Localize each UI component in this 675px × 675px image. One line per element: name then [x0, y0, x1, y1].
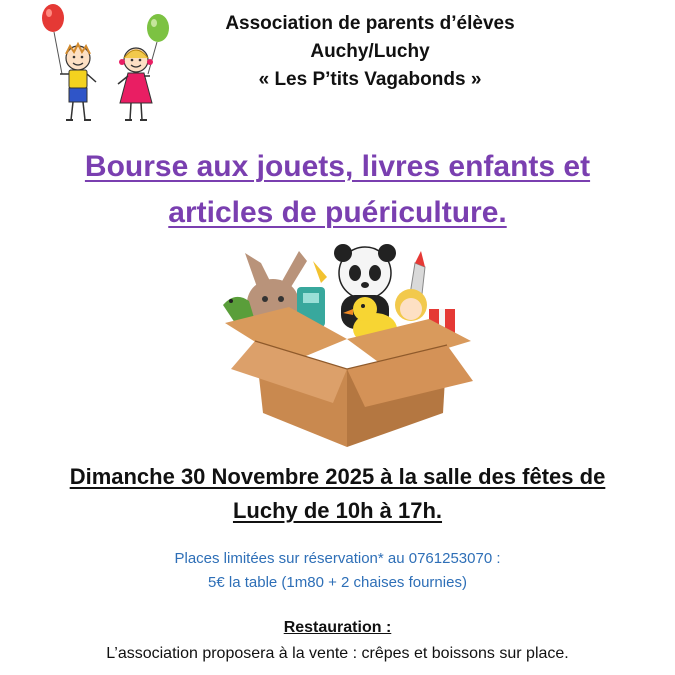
association-name: Association de parents d’élèves	[225, 13, 515, 34]
toy-box-icon	[215, 243, 473, 448]
event-title-line-1: Bourse aux jouets, livres enfants et	[84, 150, 591, 183]
event-date-location	[20, 460, 655, 528]
event-date-line-1: Dimanche 30 Novembre 2025 à la salle des fêtes de	[69, 464, 606, 489]
reservation-price: 5€ la table (1m80 + 2 chaises fournies)	[208, 574, 467, 591]
association-nickname: « Les P’tits Vagabonds »	[258, 69, 482, 90]
event-title	[20, 144, 655, 236]
kids-balloons-logo-icon	[36, 2, 186, 128]
restauration-text: L’association proposera à la vente : crêpes et boissons sur place.	[106, 645, 569, 662]
reservation-phone: Places limitées sur réservation* au 0761253070 :	[174, 550, 501, 567]
restauration-heading: Restauration :	[283, 619, 392, 636]
event-title-line-2: articles de puériculture.	[168, 196, 507, 229]
association-header	[190, 10, 550, 94]
event-date-line-2: Luchy de 10h à 17h.	[232, 498, 443, 523]
association-location: Auchy/Luchy	[310, 41, 430, 62]
reservation-info	[40, 547, 635, 595]
